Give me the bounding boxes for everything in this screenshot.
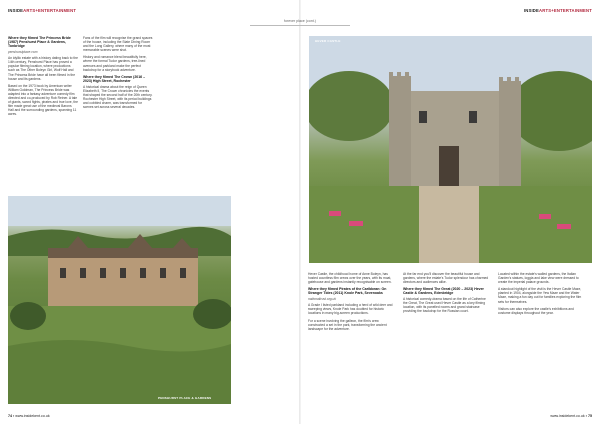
- page-number: 74: [8, 414, 12, 418]
- article-column-2: [83, 36, 153, 112]
- hever-castle-photo: [309, 36, 592, 263]
- page-footer: 74 ▪ www.insidekent.co.uk: [8, 414, 50, 418]
- article-heading: Where they filmed The Princess Bride (1987) Penshurst Place & Gardens, Tonbridge: [8, 36, 71, 49]
- site-link[interactable]: www.insidekent.co.uk: [550, 414, 585, 418]
- article-column-5: [498, 272, 584, 318]
- article-heading: Where they filmed The Crown (2016 – 2023) High Street, Rochester: [83, 74, 146, 83]
- photo-caption: PENSHURST PLACE & GARDENS: [158, 396, 212, 400]
- page-number: 75: [588, 414, 592, 418]
- photo-caption: HEVER CASTLE: [315, 39, 341, 43]
- site-link[interactable]: www.insidekent.co.uk: [15, 414, 50, 418]
- article-paragraph: A historical comedy-drama based on the life of Catherine the Great, The Great used Hever Castle as a key filming location, with its panelled rooms and grand staircase providing the backdrop for the Russian court.: [403, 297, 486, 314]
- article-paragraph: A standout highlight of the visit is the Hever Castle Maze, planted in 1904, alongside the Yew Maze and the Water Maze, making a fun day out for families exploring the film sets for themselves.: [498, 287, 582, 304]
- article-heading: Where they filmed Pirates of the Caribbean: On Stranger Tides (2011) Knole Park, Sevenoaks: [308, 287, 387, 296]
- penshurst-place-photo: [8, 196, 231, 404]
- article-paragraph: History and romance blend beautifully here, where the formal Tudor gardens, tree-lined avenues and parkland make the perfect backdrop for a storybook adventure.: [83, 55, 147, 72]
- section-header: [8, 8, 76, 13]
- subject-tab: forever place (cont.): [250, 18, 350, 26]
- article-column-1: [8, 36, 78, 120]
- page-footer: www.insidekent.co.uk ▪ 75: [550, 414, 592, 418]
- article-paragraph: Based on the 1973 book by American writer William Goldman, The Princess Bride was adapted into a fantasy adventure comedy film directed and co-produced by Rob Reiner. A tale of giants, sword fights, pirates and true love, the film made great use of the medieval Barons Hall and the surrounding gardens, spanning 11 acres.: [8, 83, 79, 117]
- article-paragraph: An idyllic estate with a history dating back to the 14th century, Penshurst Place has proved a popular filming location, where productions such as The Other Boleyn Girl, Wolf Hall and The Princess Bride have all been filmed in the house and its gardens.: [8, 56, 79, 81]
- brand-label: INSIDE: [8, 8, 24, 13]
- article-paragraph: A Grade I listed parkland including a herd of wild deer and sweeping views, Knole Park has doubled for historic locations in many big-screen productions.: [308, 303, 393, 316]
- section-label: ARTS+ENTERTAINMENT: [539, 8, 592, 13]
- article-column-4: [403, 272, 489, 317]
- article-paragraph: A historical drama about the reign of Queen Elizabeth II, The Crown chronicles the events that shaped the second half of the 20th century. Rochester High Street, with its period buildings and cobbled charm, was transformed for scenes set across several decades.: [83, 84, 153, 110]
- section-header: [524, 8, 592, 13]
- brand-label: INSIDE: [523, 8, 540, 13]
- article-paragraph: For a scene involving the galleon, the film's crew constructed a set in the park, transforming the ancient landscape for the adventure.: [308, 318, 387, 331]
- article-paragraph: Fans of the film will recognise the grand spaces of the house, including the State Dining Room and the Long Gallery, where many of the most memorable scenes were shot.: [83, 36, 153, 53]
- article-link[interactable]: penshurstplace.com: [8, 50, 38, 55]
- article-paragraph: At the far end you'll discover the beautiful house and gardens, where the estate's Tudor splendour has charmed directors and audiences alike.: [403, 272, 489, 285]
- article-paragraph: Visitors can also explore the castle's exhibitions and costume displays throughout the year.: [498, 306, 574, 315]
- article-heading: Where they filmed The Great (2020 – 2023) Hever Castle & Gardens, Edenbridge: [403, 287, 484, 296]
- article-column-3: [308, 272, 394, 334]
- castle-illustration: [309, 36, 592, 263]
- manor-house-illustration: [8, 196, 231, 404]
- section-label: ARTS+ENTERTAINMENT: [23, 8, 77, 13]
- article-paragraph: Located within the estate's walled gardens, the Italian Garden's statues, loggia and lake view were dressed to create the imperial palace grounds.: [498, 272, 579, 285]
- article-paragraph: Hever Castle, the childhood home of Anne Boleyn, has hosted countless film crews over the years, with its moat, gatehouse and gardens instantly recognisable on screen.: [308, 272, 392, 285]
- article-link[interactable]: nationaltrust.org.uk: [308, 297, 337, 302]
